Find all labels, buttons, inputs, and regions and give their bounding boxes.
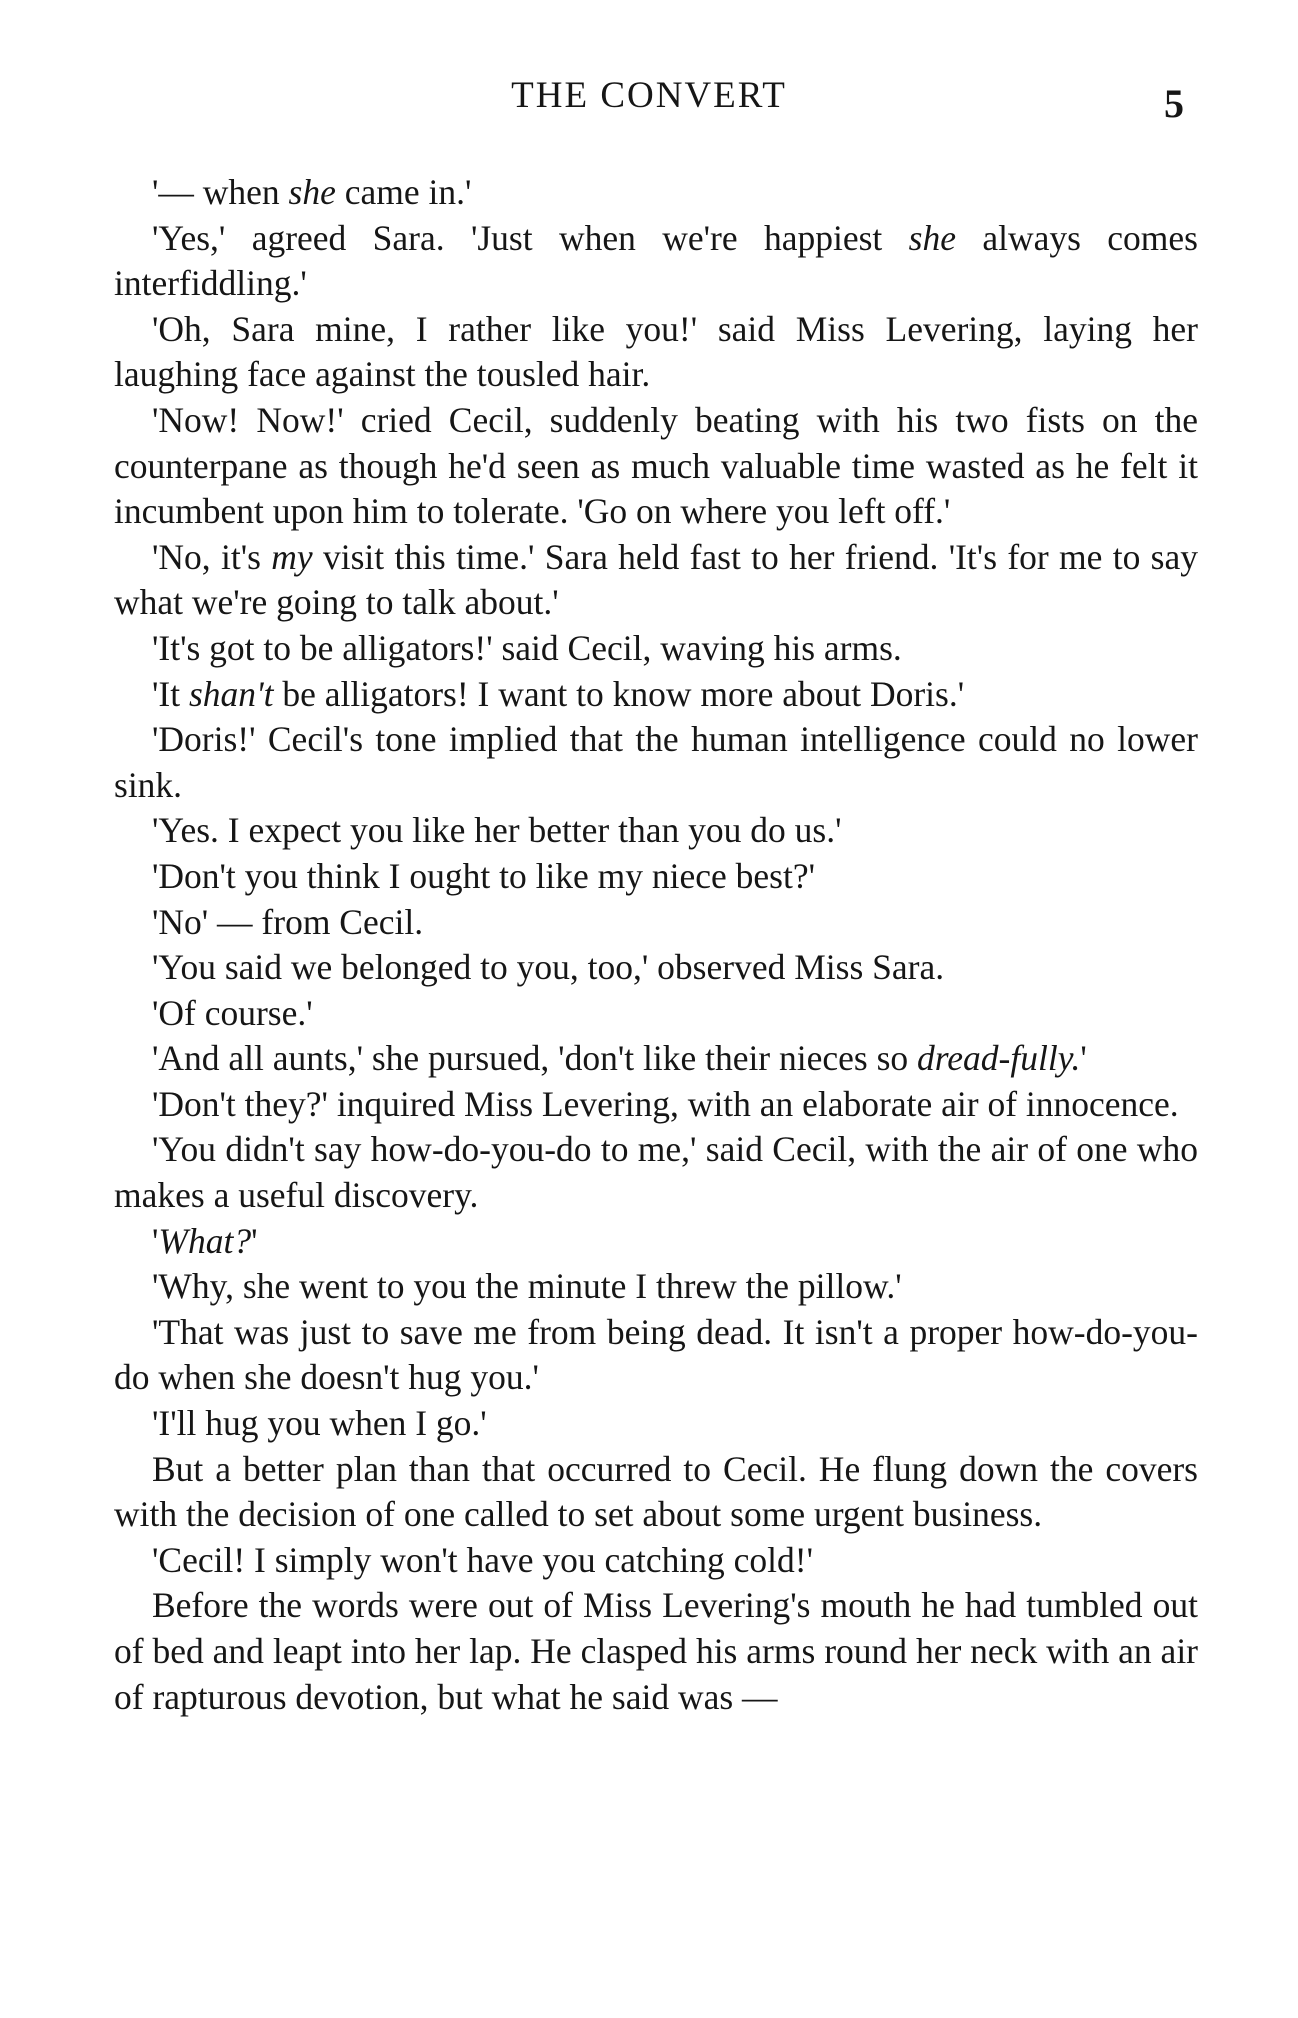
text-run: 'It's got to be alligators!' said Cecil, waving his arms. <box>152 627 902 668</box>
paragraph <box>114 991 1198 1037</box>
paragraph <box>114 900 1198 946</box>
text-run: 'Don't you think I ought to like my niece best?' <box>152 855 816 896</box>
paragraph <box>114 854 1198 900</box>
text-run: 'Yes,' agreed Sara. 'Just when we're happiest <box>152 217 909 258</box>
text-run: 'Cecil! I simply won't have you catching cold!' <box>152 1539 813 1580</box>
text-run: 'Now! Now!' cried Cecil, suddenly beating with his two fists on the counterpane as though he'd seen as much valuable time wasted as he felt it incumbent upon him to tolerate. 'Go on where you left off.' <box>114 399 1198 532</box>
paragraph <box>114 1310 1198 1401</box>
text-run: '— when <box>152 172 289 212</box>
paragraph <box>114 1264 1198 1310</box>
text-run: 'I'll hug you when I go.' <box>152 1403 487 1444</box>
paragraph <box>114 216 1198 307</box>
text-run: 'Of course.' <box>152 992 313 1033</box>
paragraph <box>114 808 1198 854</box>
text-run: 'No' — from Cecil. <box>152 901 424 942</box>
text-run: 'It <box>152 673 189 714</box>
text-run: ' <box>251 1220 258 1261</box>
paragraph <box>114 398 1198 535</box>
text-run: 'That was just to save me from being dead. It isn't a proper how-do-you-do when she doesn't hug you.' <box>114 1311 1198 1398</box>
paragraph <box>114 1447 1198 1538</box>
paragraph <box>114 1219 1198 1265</box>
text-run: 'And all aunts,' she pursued, 'don't like their nieces so <box>152 1038 918 1079</box>
text-run: 'Why, she went to you the minute I threw the pillow.' <box>152 1266 902 1307</box>
text-run: 'No, it's <box>152 536 272 577</box>
paragraph <box>114 1583 1198 1720</box>
paragraph <box>114 945 1198 991</box>
text-run: came in.' <box>335 172 472 212</box>
text-run: ' <box>1080 1038 1087 1079</box>
paragraph <box>114 1401 1198 1447</box>
italic-text: my <box>271 536 313 577</box>
text-run: 'Oh, Sara mine, I rather like you!' said Miss Levering, laying her laughing face against the tousled hair. <box>114 308 1198 395</box>
text-run: ' <box>152 1220 159 1261</box>
text-run: 'You didn't say how-do-you-do to me,' said Cecil, with the air of one who makes a useful discovery. <box>114 1129 1198 1216</box>
italic-text: she <box>288 172 336 212</box>
text-run: 'You said we belonged to you, too,' observed Miss Sara. <box>152 947 945 988</box>
text-run: 'Don't they?' inquired Miss Levering, with an elaborate air of innocence. <box>152 1083 1179 1124</box>
italic-text: she <box>908 217 956 258</box>
paragraph <box>114 535 1198 626</box>
body-text <box>114 170 1198 1720</box>
paragraph <box>114 1082 1198 1128</box>
text-run: visit this time.' Sara held fast to her friend. 'It's for me to say what we're going to talk about.' <box>114 536 1198 623</box>
text-run: But a better plan than that occurred to Cecil. He flung down the covers with the decision of one called to set about some urgent business. <box>114 1448 1198 1535</box>
paragraph <box>114 170 1198 216</box>
italic-text: What? <box>158 1220 252 1261</box>
paragraph <box>114 717 1198 808</box>
running-title: THE CONVERT <box>511 75 787 116</box>
text-run: be alligators! I want to know more about Doris.' <box>273 673 965 714</box>
page-number: 5 <box>1164 81 1184 126</box>
text-run: Before the words were out of Miss Levering's mouth he had tumbled out of bed and leapt into her lap. He clasped his arms round her neck with an air of rapturous devotion, but what he said was — <box>114 1585 1198 1717</box>
italic-text: shan't <box>188 673 274 714</box>
paragraph <box>114 1036 1198 1082</box>
italic-text: dread-fully. <box>917 1038 1081 1079</box>
text-run: 'Yes. I expect you like her better than you do us.' <box>152 810 842 851</box>
paragraph <box>114 672 1198 718</box>
text-run: always comes interfiddling.' <box>114 217 1198 304</box>
text-run: 'Doris!' Cecil's tone implied that the human intelligence could no lower sink. <box>114 719 1198 805</box>
paragraph <box>114 626 1198 672</box>
paragraph <box>114 307 1198 398</box>
paragraph <box>114 1127 1198 1218</box>
paragraph <box>114 1538 1198 1584</box>
